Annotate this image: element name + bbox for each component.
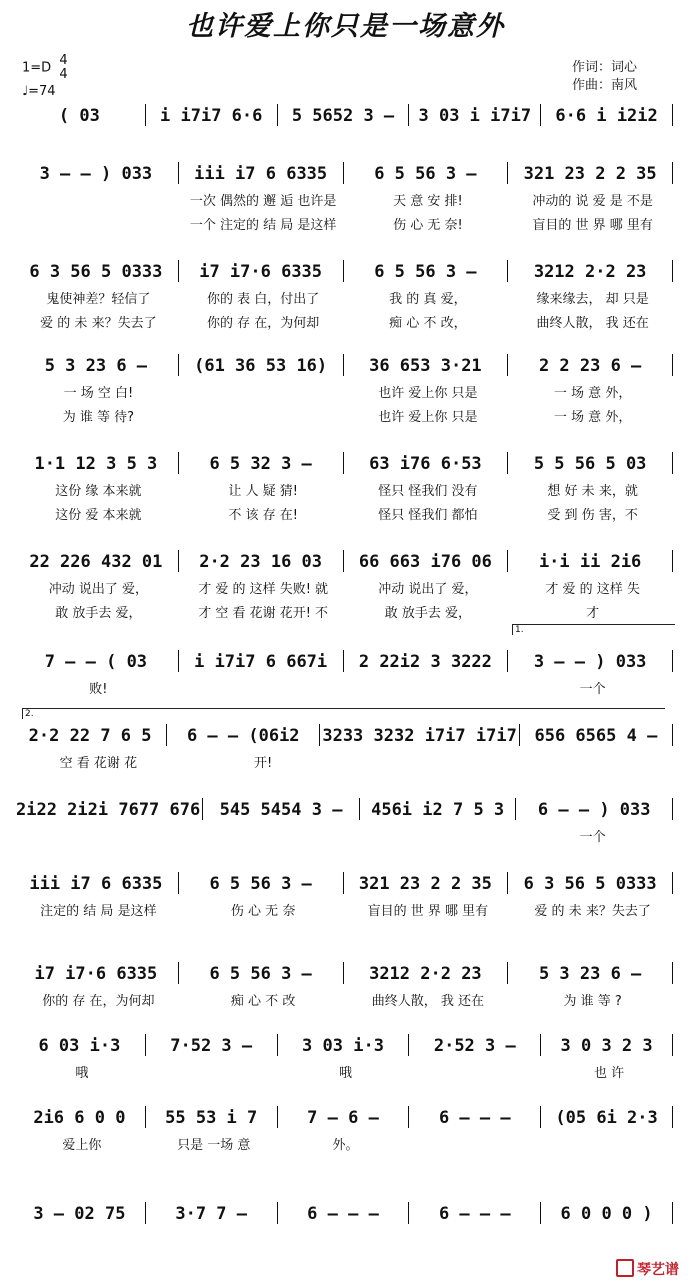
lyric-segment: 冲动 说出了 爱， xyxy=(48,582,148,597)
bar-line xyxy=(540,1202,541,1224)
measure: ( 03 xyxy=(58,106,100,126)
lyric-segment: 只是 一场 意 xyxy=(177,1138,251,1153)
measure: 36 653 3·21 xyxy=(369,356,482,376)
lyric-segment: 曲终人散， 我 还在 xyxy=(536,316,649,331)
measure: 3 – 02 75 xyxy=(33,1204,126,1224)
bar-line xyxy=(178,650,179,672)
lyric-segment: 外。 xyxy=(332,1138,359,1153)
lyric-segment: 冲动的 说 爱 是 不是 xyxy=(532,194,653,209)
bar-line xyxy=(672,724,673,746)
bar-line xyxy=(672,1106,673,1128)
bar-line xyxy=(277,1202,278,1224)
bar-line xyxy=(672,650,673,672)
measure: 2·2 23 16 03 xyxy=(199,552,323,572)
bar-line xyxy=(540,104,541,126)
bar-line xyxy=(540,1034,541,1056)
lyric-line xyxy=(16,678,675,696)
measure: i·i ii 2i6 xyxy=(538,552,642,572)
lyric-segment: 一 场 意 外， xyxy=(553,410,632,425)
lyric-segment xyxy=(411,1134,543,1152)
lyric-segment xyxy=(346,752,511,770)
lyric-segment: 天 意 安 排! xyxy=(393,194,463,209)
lyric-segment: 痴 心 不 改， xyxy=(389,316,467,331)
bar-line xyxy=(277,1034,278,1056)
notation-line xyxy=(16,796,675,820)
lyric-segment: 注定的 结 局 是这样 xyxy=(40,904,157,919)
lyric-segment: 怪只 怪我们 都怕 xyxy=(378,508,478,523)
lyric-segment: 这份 缘 本来就 xyxy=(55,484,142,499)
bar-line xyxy=(507,550,508,572)
measure: 5 3 23 6 – xyxy=(538,964,642,984)
measure: i i7i7 6 667i xyxy=(194,652,328,672)
measure: 7 – – ( 03 xyxy=(44,652,148,672)
measure: 545 5454 3 – xyxy=(219,800,343,820)
measure: 6·6 i i2i2 xyxy=(555,106,658,126)
measure: 6 – – – xyxy=(307,1204,379,1224)
bar-line xyxy=(178,962,179,984)
lyric-segment: 才 空 看 花谢 花开! 不 xyxy=(198,606,329,621)
lyric-segment: 盲目的 世 界 哪 里有 xyxy=(532,218,653,233)
bar-line xyxy=(540,1106,541,1128)
measure: 6 – – – xyxy=(438,1204,511,1224)
measure: 22 226 432 01 xyxy=(29,552,163,572)
measure: 6 5 56 3 – xyxy=(374,262,477,282)
lyric-line xyxy=(16,900,675,918)
volta-second: 2. xyxy=(22,708,665,719)
lyric-segment: 让 人 疑 猜! xyxy=(228,484,298,499)
lyric-segment: 怪只 怪我们 没有 xyxy=(378,484,478,499)
watermark-logo xyxy=(616,1259,679,1279)
lyric-line xyxy=(16,406,675,424)
measure: 3 0 3 2 3 xyxy=(560,1036,653,1056)
measure: 6 – – ) 033 xyxy=(537,800,651,820)
notation-line xyxy=(16,102,675,126)
lyric-line xyxy=(16,752,675,770)
measure: 6 3 56 5 0333 xyxy=(29,262,163,282)
measure: iii i7 6 6335 xyxy=(194,164,328,184)
lyric-line xyxy=(16,214,675,232)
lyric-segment xyxy=(346,826,511,844)
lyric-segment: 为 谁 等 待? xyxy=(62,410,135,425)
bar-line xyxy=(507,650,508,672)
measure: 6 3 56 5 0333 xyxy=(523,874,657,894)
time-top: 4 xyxy=(59,53,68,68)
notation-line xyxy=(16,1104,675,1128)
bar-line xyxy=(343,872,344,894)
lyric-segment: 鬼使神差？轻信了 xyxy=(46,292,151,307)
measure: 6 03 i·3 xyxy=(38,1036,121,1056)
measure: 6 – – – xyxy=(438,1108,511,1128)
lyric-segment xyxy=(16,190,181,208)
lyric-segment: 这份 爱 本来就 xyxy=(55,508,142,523)
bar-line xyxy=(343,354,344,376)
bar-line xyxy=(507,260,508,282)
measure: 321 23 2 2 35 xyxy=(358,874,492,894)
measure: 5 5652 3 – xyxy=(291,106,395,126)
bar-line xyxy=(672,452,673,474)
notation-line xyxy=(16,352,675,376)
lyric-line xyxy=(16,504,675,522)
measure: (05 6i 2·3 xyxy=(555,1108,658,1128)
measure: 7 – 6 – xyxy=(307,1108,379,1128)
bar-line xyxy=(672,162,673,184)
bar-line xyxy=(343,550,344,572)
bar-line xyxy=(145,1202,146,1224)
measure: 63 i76 6·53 xyxy=(369,454,482,474)
lyric-line xyxy=(16,480,675,498)
lyric-segment: 你的 存 在，为何却 xyxy=(206,316,320,331)
notation-line xyxy=(16,722,675,746)
bar-line xyxy=(166,724,167,746)
lyric-line xyxy=(16,382,675,400)
lyric-line xyxy=(16,190,675,208)
measure: 3212 2·2 23 xyxy=(533,262,647,282)
lyric-segment: 爱上你 xyxy=(62,1138,102,1153)
lyric-segment xyxy=(543,1134,675,1152)
measure: 3212 2·2 23 xyxy=(369,964,482,984)
lyric-segment xyxy=(181,678,346,696)
measure: 6 5 32 3 – xyxy=(209,454,312,474)
lyric-segment: 冲动 说出了 爱， xyxy=(378,582,478,597)
lyric-segment: 想 好 未 来，就 xyxy=(547,484,638,499)
measure: 5 3 23 6 – xyxy=(44,356,148,376)
lyric-segment: 你的 表 白，付出了 xyxy=(206,292,320,307)
measure: 656 6565 4 – xyxy=(534,726,658,746)
lyricist-credit: 作词：词心 xyxy=(572,60,638,75)
notation-line xyxy=(16,1200,675,1224)
measure: 6 5 56 3 – xyxy=(209,874,312,894)
lyric-segment: 开! xyxy=(254,756,273,771)
bar-line xyxy=(408,1034,409,1056)
lyric-segment: 伤 心 无 奈 xyxy=(230,904,296,919)
measure: iii i7 6 6335 xyxy=(29,874,163,894)
measure: 2i6 6 0 0 xyxy=(33,1108,126,1128)
bar-line xyxy=(178,260,179,282)
volta-first: 1. xyxy=(512,624,675,635)
lyric-line xyxy=(16,826,675,844)
measure: 3 03 i·3 xyxy=(302,1036,384,1056)
bar-line xyxy=(672,260,673,282)
bar-line xyxy=(515,798,516,820)
lyric-segment xyxy=(16,826,181,844)
lyric-segment: 我 的 真 爱， xyxy=(389,292,467,307)
measure: 1·1 12 3 5 3 xyxy=(34,454,158,474)
lyric-segment: 空 看 花谢 花 xyxy=(59,756,138,771)
lyric-segment: 败! xyxy=(89,682,108,697)
bar-line xyxy=(408,1106,409,1128)
measure: 456i i2 7 5 3 xyxy=(371,800,505,820)
bar-line xyxy=(507,354,508,376)
lyric-line xyxy=(16,288,675,306)
bar-line xyxy=(343,162,344,184)
bar-line xyxy=(202,798,203,820)
bar-line xyxy=(145,104,146,126)
bar-line xyxy=(145,1034,146,1056)
measure: (61 36 53 16) xyxy=(194,356,328,376)
lyric-segment xyxy=(181,826,346,844)
lyric-segment: 缘来缘去， 却 只是 xyxy=(536,292,649,307)
bar-line xyxy=(178,354,179,376)
bar-line xyxy=(408,1202,409,1224)
bar-line xyxy=(178,162,179,184)
lyric-line xyxy=(16,990,675,1008)
bar-line xyxy=(319,724,320,746)
bar-line xyxy=(672,1034,673,1056)
bar-line xyxy=(178,452,179,474)
lyric-segment: 一个 xyxy=(579,682,606,697)
lyric-segment xyxy=(411,1062,543,1080)
key-signature xyxy=(22,54,68,82)
measure: 321 23 2 2 35 xyxy=(523,164,657,184)
bar-line xyxy=(519,724,520,746)
lyric-segment: 一个 注定的 结 局 是这样 xyxy=(189,218,337,233)
measure: 66 663 i76 06 xyxy=(358,552,492,572)
time-signature xyxy=(59,54,67,82)
lyric-segment: 哦 xyxy=(338,1066,352,1081)
bar-line xyxy=(277,1106,278,1128)
time-bottom: 4 xyxy=(59,67,68,82)
bar-line xyxy=(507,162,508,184)
measure: 2 2 23 6 – xyxy=(538,356,642,376)
lyric-segment: 爱 的 未 来？失去了 xyxy=(534,904,651,919)
key-label: 1=D xyxy=(22,60,52,76)
lyric-segment: 盲目的 世 界 哪 里有 xyxy=(367,904,489,919)
notation-line xyxy=(16,1032,675,1056)
measure: 3 03 i i7i7 xyxy=(418,106,532,126)
lyric-segment: 一次 偶然的 邂 逅 也许是 xyxy=(189,194,337,209)
bar-line xyxy=(672,1202,673,1224)
bar-line xyxy=(343,962,344,984)
lyric-segment: 敢 放手去 爱， xyxy=(55,606,142,621)
bar-line xyxy=(343,452,344,474)
lyric-segment xyxy=(16,214,181,232)
measure: i i7i7 6·6 xyxy=(160,106,263,126)
lyric-segment: 一 场 意 外， xyxy=(553,386,632,401)
lyric-segment: 爱 的 未 来？失去了 xyxy=(40,316,157,331)
lyric-segment: 受 到 伤 害，不 xyxy=(547,508,638,523)
lyric-segment xyxy=(510,752,675,770)
lyric-segment: 也许 爱上你 只是 xyxy=(378,410,478,425)
bar-line xyxy=(408,104,409,126)
measure: 55 53 i 7 xyxy=(165,1108,258,1128)
notation-line xyxy=(16,450,675,474)
lyric-segment: 才 xyxy=(586,606,600,621)
lyric-segment: 才 爱 的 这样 失 xyxy=(545,582,640,597)
notation-line xyxy=(16,960,675,984)
lyric-line xyxy=(16,602,675,620)
lyric-segment: 不 该 存 在! xyxy=(228,508,298,523)
bar-line xyxy=(343,260,344,282)
lyric-segment xyxy=(181,382,346,400)
measure: 2 22i2 3 3222 xyxy=(358,652,492,672)
lyric-segment: 才 爱 的 这样 失败! 就 xyxy=(198,582,329,597)
lyric-segment xyxy=(148,1062,280,1080)
bar-line xyxy=(359,798,360,820)
measure: 2·52 3 – xyxy=(433,1036,516,1056)
lyric-line xyxy=(16,578,675,596)
lyric-segment: 曲终人散， 我 还在 xyxy=(371,994,484,1009)
bar-line xyxy=(672,798,673,820)
bar-line xyxy=(178,872,179,894)
bar-line xyxy=(178,550,179,572)
bar-line xyxy=(277,104,278,126)
measure: 2·2 22 7 6 5 xyxy=(28,726,152,746)
lyric-segment: 也 许 xyxy=(594,1066,625,1081)
measure: 7·52 3 – xyxy=(170,1036,253,1056)
measure: 3 – – ) 033 xyxy=(533,652,647,672)
notation-line xyxy=(16,258,675,282)
lyric-segment xyxy=(181,406,346,424)
measure: 5 5 56 5 03 xyxy=(533,454,647,474)
watermark-text: 琴艺谱 xyxy=(637,1262,679,1278)
lyric-segment: 你的 存 在，为何却 xyxy=(42,994,155,1009)
lyric-segment: 一 场 空 白! xyxy=(63,386,134,401)
bar-line xyxy=(343,650,344,672)
measure: 6 5 56 3 – xyxy=(209,964,312,984)
bar-line xyxy=(672,104,673,126)
bar-line xyxy=(672,354,673,376)
lyric-segment: 哦 xyxy=(75,1066,89,1081)
notation-line xyxy=(16,648,675,672)
bar-line xyxy=(672,962,673,984)
measure: 3233 3232 i7i7 i7i7 xyxy=(322,726,517,746)
lyric-segment: 也许 爱上你 只是 xyxy=(378,386,478,401)
bar-line xyxy=(507,962,508,984)
measure: i7 i7·6 6335 xyxy=(34,964,158,984)
lyric-segment: 一个 xyxy=(579,830,606,845)
measure: 3 – – ) 033 xyxy=(39,164,153,184)
notation-line xyxy=(16,160,675,184)
bar-line xyxy=(672,872,673,894)
measure: 3·7 7 – xyxy=(175,1204,248,1224)
bar-line xyxy=(507,872,508,894)
lyric-line xyxy=(16,1134,675,1152)
lyric-segment: 痴 心 不 改 xyxy=(230,994,296,1009)
logo-icon xyxy=(616,1259,634,1277)
measure: i7 i7·6 6335 xyxy=(199,262,323,282)
song-title: 也许爱上你只是一场意外 xyxy=(186,11,505,42)
measure: 6 – – (06i2 xyxy=(186,726,300,746)
lyric-segment xyxy=(346,678,511,696)
lyric-segment: 伤 心 无 奈! xyxy=(393,218,463,233)
lyric-segment: 敢 放手去 爱， xyxy=(384,606,471,621)
composer-credit: 作曲：南风 xyxy=(572,78,638,93)
measure: 2i22 2i2i 7677 676 xyxy=(16,800,201,820)
tempo-marking: ♩=74 xyxy=(22,84,56,99)
measure: 6 5 56 3 – xyxy=(374,164,477,184)
lyric-segment: 为 谁 等 ? xyxy=(563,994,622,1009)
notation-line xyxy=(16,870,675,894)
notation-line xyxy=(16,548,675,572)
bar-line xyxy=(672,550,673,572)
measure: 6 0 0 0 ) xyxy=(560,1204,653,1224)
bar-line xyxy=(507,452,508,474)
bar-line xyxy=(145,1106,146,1128)
lyric-line xyxy=(16,1062,675,1080)
lyric-line xyxy=(16,312,675,330)
